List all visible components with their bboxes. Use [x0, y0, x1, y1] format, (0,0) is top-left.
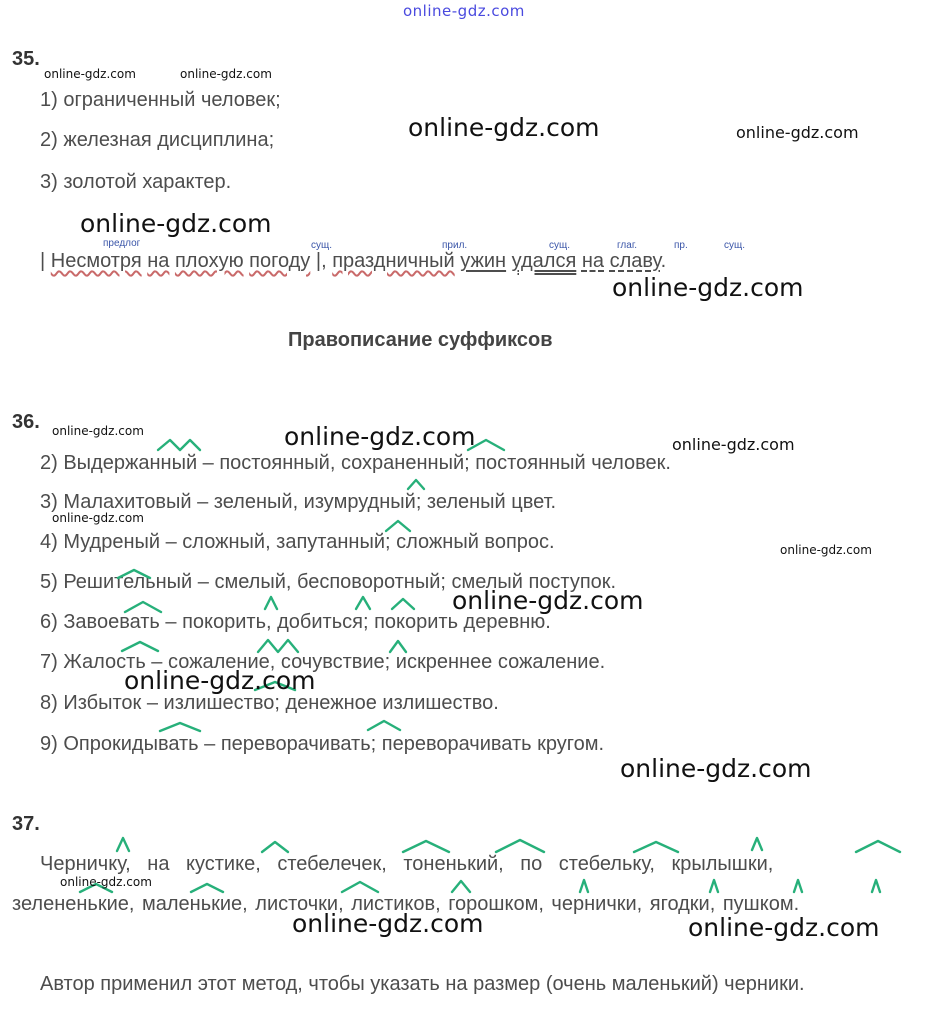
watermark-15: online-gdz.com — [60, 875, 152, 889]
word-nesmotrya: Несмотря — [50, 250, 142, 272]
ex35-parsed-sentence — [40, 250, 666, 273]
clause-bar-close: |, — [315, 250, 327, 272]
ex37-line-2: зелененькие, маленькие, листочки, листиков, горошком, чернички, ягодки, пушком. — [12, 893, 800, 915]
exercise-35-number: 35. — [12, 48, 40, 70]
ex37-conclusion: Автор применил этот метод, чтобы указать на размер (очень маленький) черники. — [40, 973, 805, 995]
watermark-13: online-gdz.com — [124, 666, 316, 695]
ex36-item-6: 6) Завоевать – покорить, добиться; покорить деревню. — [40, 611, 551, 633]
watermark-9: online-gdz.com — [672, 435, 795, 454]
annotation-noun-1: сущ. — [311, 240, 333, 251]
ex36-item-7: 7) Жалость – сожаление, сочувствие; искреннее сожаление. — [40, 651, 606, 673]
ex36-item-8: 8) Избыток – излишество; денежное излишество. — [40, 692, 499, 714]
watermark-7: online-gdz.com — [52, 424, 144, 438]
watermark-17: online-gdz.com — [688, 913, 880, 942]
watermark-14: online-gdz.com — [620, 754, 812, 783]
section-heading: Правописание суффиксов — [288, 329, 553, 351]
watermark-4: online-gdz.com — [736, 123, 859, 142]
ex36-item-2: 2) Выдержанный – постоянный, сохраненный; постоянный человек. — [40, 452, 671, 474]
word-plokhuyu: плохую — [174, 250, 244, 272]
watermark-2: online-gdz.com — [180, 67, 272, 81]
word-udalsya: удался — [511, 250, 577, 272]
ex35-item-2: 2) железная дисциплина; — [40, 129, 275, 151]
watermark-1: online-gdz.com — [44, 67, 136, 81]
word-na-1: на — [147, 250, 170, 272]
ex36-item-4: 4) Мудреный – сложный, запутанный; сложный вопрос. — [40, 531, 555, 553]
word-uzhin: ужин — [460, 250, 507, 272]
watermark-11: online-gdz.com — [780, 543, 872, 557]
watermark-6: online-gdz.com — [612, 273, 804, 302]
annotation-preposition-2: пр. — [674, 240, 688, 251]
exercise-36-number: 36. — [12, 411, 40, 433]
word-prazdnichnyy: праздничный — [332, 250, 455, 272]
watermark-10: online-gdz.com — [52, 511, 144, 525]
word-pogodu: погоду — [249, 250, 311, 272]
annotation-noun-3: сущ. — [724, 240, 746, 251]
watermark-12: online-gdz.com — [452, 586, 644, 615]
ex35-item-3: 3) золотой характер. — [40, 171, 232, 193]
annotation-preposition: предлог — [103, 238, 141, 249]
watermark-8: online-gdz.com — [284, 422, 476, 451]
exercise-37-number: 37. — [12, 813, 40, 835]
ex35-item-1: 1) ограниченный человек; — [40, 89, 281, 111]
word-slavu: славу — [609, 250, 661, 272]
watermark-5: online-gdz.com — [80, 209, 272, 238]
ex36-item-5: 5) Решительный – смелый, бесповоротный; смелый поступок. — [40, 571, 617, 593]
ex37-line-1: Черничку, на кустике, стебелечек, тоненький, по стебельку, крылышки, — [40, 853, 774, 875]
sentence-end: . — [660, 250, 667, 272]
watermark-16: online-gdz.com — [292, 909, 484, 938]
annotation-adjective: прил. — [442, 240, 468, 251]
watermark-top: online-gdz.com — [403, 2, 525, 20]
word-na-2: на — [581, 250, 605, 272]
ex36-item-9: 9) Опрокидывать – переворачивать; переворачивать кругом. — [40, 733, 605, 755]
clause-bar-open: | — [40, 250, 46, 272]
annotation-verb: глаг. — [617, 240, 638, 251]
watermark-3: online-gdz.com — [408, 113, 600, 142]
annotation-noun-2: сущ. — [549, 240, 571, 251]
ex36-item-3: 3) Малахитовый – зеленый, изумрудный; зеленый цвет. — [40, 491, 557, 513]
